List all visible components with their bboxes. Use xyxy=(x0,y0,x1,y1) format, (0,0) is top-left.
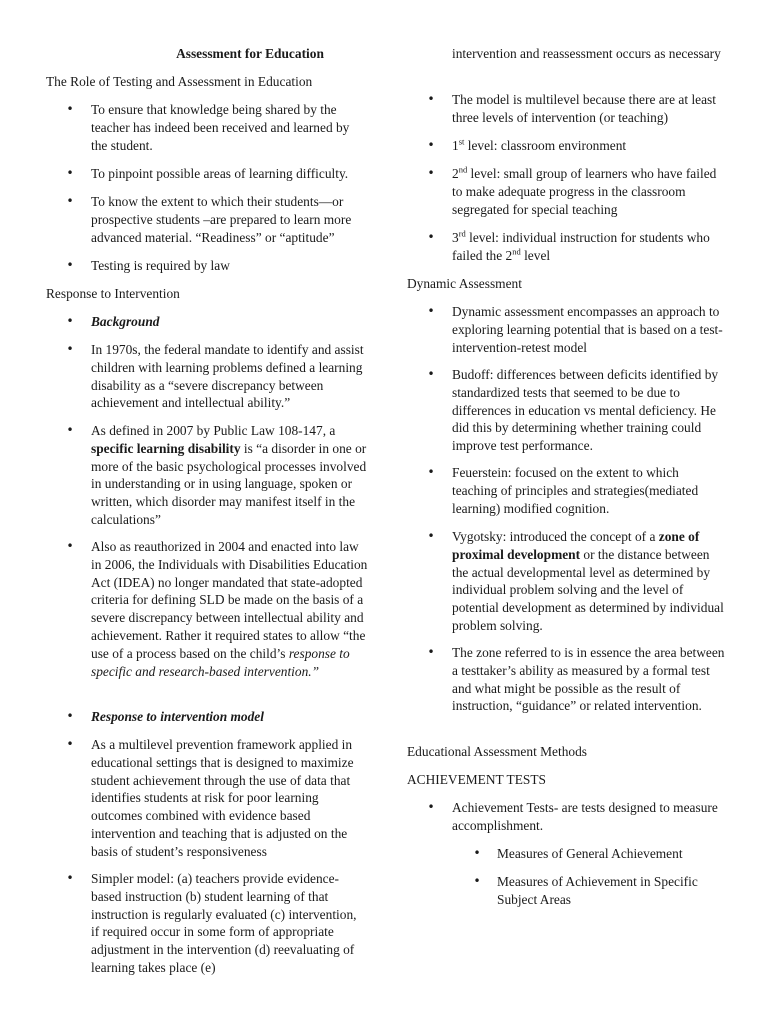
bullet-icon: • xyxy=(66,342,74,356)
bullet-icon: • xyxy=(427,304,435,318)
bullet-icon: • xyxy=(66,102,74,116)
list-item: • In 1970s, the federal mandate to identify and assist children with learning problems defined a learning disability as a “severe discrepancy between achievement and intellectual ability.” xyxy=(66,342,364,411)
bullet-icon: • xyxy=(427,367,435,381)
list-item: • Budoff: differences between deficits identified by standardized tests that seemed to be due to differences in education vs mental deficiency. He did this by determining whether training could improve test performance. xyxy=(427,367,719,454)
heading-achievement-tests: ACHIEVEMENT TESTS xyxy=(407,772,546,787)
continuation-text: intervention and reassessment occurs as necessary xyxy=(452,46,721,61)
list-item: • Vygotsky: introduced the concept of a zone of proximal development or the distance between the actual developmental level as determined by individual problem solving and the level of potential development as determined by individual problem solving. xyxy=(427,529,724,633)
list-item: • To pinpoint possible areas of learning difficulty. xyxy=(66,166,349,181)
bullet-icon: • xyxy=(66,258,74,272)
list-item: • 1st level: classroom environment xyxy=(427,136,627,153)
bullet-icon: • xyxy=(66,166,74,180)
bullet-icon: • xyxy=(427,230,435,244)
list-item: • Measures of Achievement in Specific Subject Areas xyxy=(473,874,698,907)
list-item: • Achievement Tests- are tests designed to measure accomplishment. xyxy=(427,800,718,833)
list-item: • 2nd level: small group of learners who have failed to make adequate progress in the classroom segregated for special teaching xyxy=(427,164,717,217)
heading-response-to-intervention: Response to Intervention xyxy=(46,286,180,301)
bullet-icon: • xyxy=(427,529,435,543)
list-item: • Measures of General Achievement xyxy=(473,846,683,861)
bullet-icon: • xyxy=(473,874,481,888)
bullet-icon: • xyxy=(427,166,435,180)
list-item: • To ensure that knowledge being shared by the teacher has indeed been received and learned by the student. xyxy=(66,102,350,153)
list-item: • Testing is required by law xyxy=(66,258,230,273)
bullet-icon: • xyxy=(427,645,435,659)
list-item: • Simpler model: (a) teachers provide evidence-based instruction (b) student learning of that instruction is regularly evaluated (c) intervention, if required occur in some form of appropriate adjustment in the intervention (d) reevaluating of learning takes place (e) xyxy=(66,871,357,975)
list-item: • Feuerstein: focused on the extent to which teaching of principles and strategies(mediated learning) modified cognition. xyxy=(427,465,699,516)
list-item: • 3rd level: individual instruction for students who failed the 2nd level xyxy=(427,228,710,263)
term-zone-of-proximal-development: zone of proximal development xyxy=(452,529,700,562)
bullet-icon: • xyxy=(66,194,74,208)
bullet-icon: • xyxy=(66,737,74,751)
heading-role-of-testing: The Role of Testing and Assessment in Education xyxy=(46,74,313,89)
bullet-icon: • xyxy=(427,92,435,106)
bullet-icon: • xyxy=(66,314,74,328)
heading-dynamic-assessment: Dynamic Assessment xyxy=(407,276,522,291)
list-item: • The zone referred to is in essence the area between a testtaker’s ability as measured by a formal test and what might be possible as the result of instruction, “guidance” or related intervention. xyxy=(427,645,725,714)
bullet-icon: • xyxy=(66,871,74,885)
term-specific-learning-disability: specific learning disability xyxy=(91,440,241,456)
list-item: • To know the extent to which their students—or prospective students –are prepared to learn more advanced material. “Readiness” or “aptitude” xyxy=(66,194,352,245)
heading-educational-assessment-methods: Educational Assessment Methods xyxy=(407,744,588,759)
list-item: • Background xyxy=(66,314,160,329)
list-item: • The model is multilevel because there are at least three levels of intervention (or teaching) xyxy=(427,92,716,125)
list-item: • Dynamic assessment encompasses an approach to exploring learning potential that is based on a test-intervention-retest model xyxy=(427,304,723,355)
list-item: • As a multilevel prevention framework applied in educational settings that is designed to maximize student achievement through the use of data that identifies students at risk for poor learning outcomes combined with evidence based intervention and teaching that is adjusted on the basis of student’s responsiveness xyxy=(66,737,354,859)
bullet-icon: • xyxy=(66,423,74,437)
bullet-icon: • xyxy=(427,138,435,152)
bullet-icon: • xyxy=(473,846,481,860)
list-item: • Response to intervention model xyxy=(66,709,264,724)
bullet-icon: • xyxy=(66,539,74,553)
document-title: Assessment for Education xyxy=(176,46,324,61)
list-item: • As defined in 2007 by Public Law 108-147, a specific learning disability is “a disorder in one or more of the basic psychological processes involved in understanding or in using language, spoken or written, which disorder may manifest itself in the calculations” xyxy=(66,423,367,527)
bullet-icon: • xyxy=(427,465,435,479)
list-item: • Also as reauthorized in 2004 and enacted into law in 2006, the Individuals with Disabilities Education Act (IDEA) no longer mandated that state-adopted criteria for defining SLD be made on the basis of a severe discrepancy between intellectual ability and achievement. Rather it required states to allow “the use of a process based on the child’s response to specific and research-based intervention.” xyxy=(66,539,368,679)
bullet-icon: • xyxy=(427,800,435,814)
bullet-icon: • xyxy=(66,709,74,723)
